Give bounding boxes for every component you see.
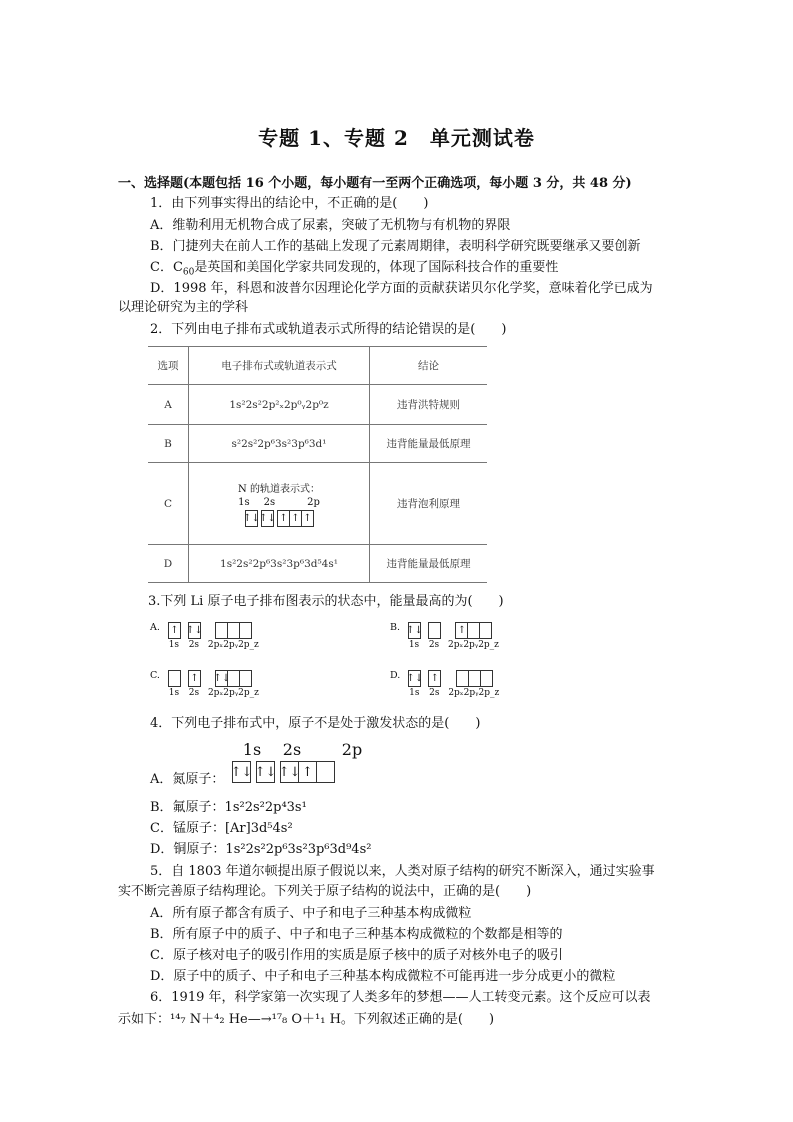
q5-option-d: D．原子中的质子、中子和电子三种基本构成微粒不可能再进一步分成更小的微粒 — [150, 969, 616, 984]
section-heading: 一、选择题(本题包括 16 个小题，每小题有一至两个正确选项，每小题 3 分，共 48 分) — [118, 176, 632, 191]
table-row: D 1s²2s²2p⁶3s²3p⁶3d⁵4s¹ 违背能量最低原理 — [148, 545, 487, 583]
q4-stem: 4．下列电子排布式中，原子不是处于激发状态的是( ) — [150, 716, 481, 731]
q1-stem: 1．由下列事实得出的结论中，不正确的是( ) — [150, 196, 429, 211]
q1-option-b: B．门捷列夫在前人工作的基础上发现了元素周期律，表明科学研究既要继承又要创新 — [150, 239, 641, 254]
q5-option-b: B．所有原子中的质子、中子和电子三种基本构成微粒的个数都是相等的 — [150, 927, 563, 942]
q6-stem-cont: 示如下：¹⁴₇ N＋⁴₂ He—→¹⁷₈ O＋¹₁ H。下列叙述正确的是( ) — [118, 1012, 495, 1027]
q3-stem: 3.下列 Li 原子电子排布图表示的状态中，能量最高的为( ) — [148, 594, 504, 609]
q1-option-a: A．维勒利用无机物合成了尿素，突破了无机物与有机物的界限 — [150, 218, 511, 233]
q1-option-d: D．1998 年，科恩和波普尔因理论化学方面的贡献获诺贝尔化学奖，意味着化学已成为 — [150, 281, 653, 296]
q3-option-b: B. ↑↓ 1s 2s ↑ 2pₓ2pᵧ2p_z — [390, 622, 499, 650]
q5-stem-cont: 实不断完善原子结构理论。下列关于原子结构的说法中，正确的是( ) — [118, 884, 532, 899]
q2-table — [148, 346, 487, 583]
q3-option-c: C. 1s ↑ 2s ↑↓ 2pₓ2pᵧ2p_z — [150, 670, 259, 698]
table-header-row: 选项 电子排布式或轨道表示式 结论 — [148, 347, 487, 385]
q4-orbital-diagram: 1s 2s 2p ↑↓ ↑↓ ↑↓ ↑ — [232, 740, 392, 783]
q3-option-a: A. ↑ 1s ↑↓ 2s 2pₓ2pᵧ2p_z — [150, 622, 259, 650]
q2-stem: 2．下列由电子排布式或轨道表示式所得的结论错误的是( ) — [150, 322, 507, 337]
q5-option-c: C．原子核对电子的吸引作用的实质是原子核中的质子对核外电子的吸引 — [150, 948, 563, 963]
table-row: A 1s²2s²2p²ₓ2p⁰ᵧ2p⁰z 违背洪特规则 — [148, 385, 487, 425]
q5-stem: 5．自 1803 年道尔顿提出原子假说以来，人类对原子结构的研究不断深入，通过实验事 — [150, 864, 655, 879]
q1-option-d-cont: 以理论研究为主的学科 — [118, 300, 249, 315]
q6-stem: 6．1919 年，科学家第一次实现了人类多年的梦想——人工转变元素。这个反应可以表 — [150, 990, 651, 1005]
q4-option-c: C．锰原子：[Ar]3d⁵4s² — [150, 821, 293, 836]
n-orbital-diagram: N 的轨道表示式： 1s 2s 2p ↑↓ ↑↓ ↑ ↑ ↑ — [189, 480, 369, 527]
q5-option-a: A．所有原子都含有质子、中子和电子三种基本构成微粒 — [150, 906, 472, 921]
q4-option-b: B．氟原子：1s²2s²2p⁴3s¹ — [150, 800, 307, 815]
q1-option-c: C．$C_{60}$是英国和美国化学家共同发现的，体现了国际科技合作的重要性 — [150, 260, 559, 278]
q4-option-a: A．氮原子： — [150, 772, 225, 787]
table-row: B s²2s²2p⁶3s²3p⁶3d¹ 违背能量最低原理 — [148, 425, 487, 463]
q4-option-d: D．铜原子：1s²2s²2p⁶3s²3p⁶3d⁹4s² — [150, 842, 372, 857]
q3-option-d: D. ↑↓ 1s ↑ 2s 2pₓ2pᵧ2p_z — [390, 670, 500, 698]
table-row: C N 的轨道表示式： 1s 2s 2p ↑↓ ↑↓ ↑ ↑ ↑ 违背泡利原理 — [148, 463, 487, 545]
page-title: 专题 1、专题 2 单元测试卷 — [258, 126, 535, 150]
